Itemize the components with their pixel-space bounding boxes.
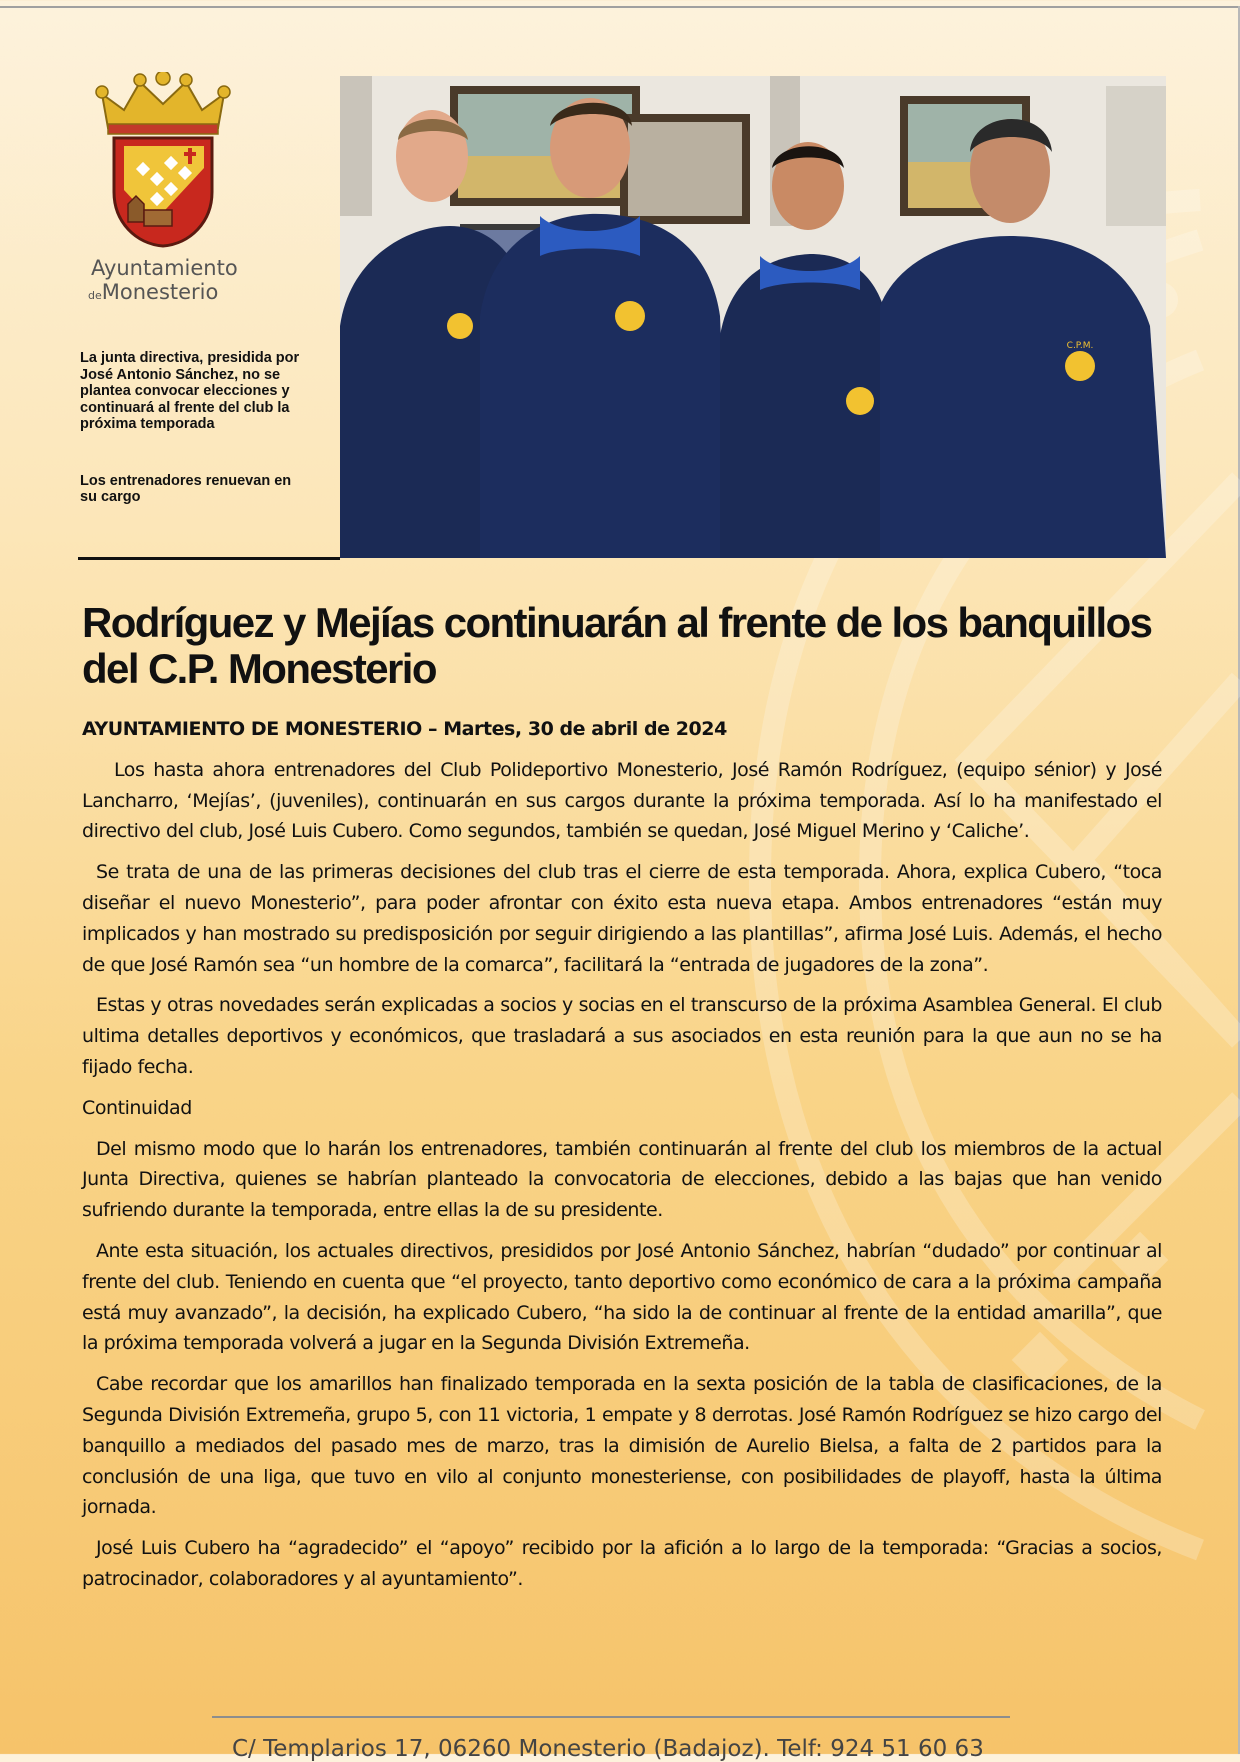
footer-divider [212, 1716, 1010, 1718]
article-body [82, 714, 1162, 1605]
article-paragraph: Del mismo modo que lo harán los entrenadores, también continuarán al frente del club los miembros de la actual Junta Directiva, quienes se habrían planteado la convocatoria de elecciones, debido a las bajas que han venido sufriendo durante la temporada, entre ellas la de su presidente. [82, 1137, 1162, 1222]
coaches-photo-graphic [340, 76, 1166, 558]
coaches-photo [340, 76, 1166, 558]
article-paragraph: José Luis Cubero ha “agradecido” el “apoyo” recibido por la afición a lo largo de la temporada: “Gracias a socios, patrocinador, colaboradores y al ayuntamiento”. [82, 1537, 1162, 1590]
badge-text: C.P.M. [1066, 341, 1094, 351]
sidebar-lead: La junta directiva, presidida por José Antonio Sánchez, no se plantea convocar elecciones y continuará al frente del club la próxima temporada [80, 350, 300, 432]
logo-line1: Ayuntamiento [91, 256, 238, 280]
logo-line2: deMonesterio [88, 280, 219, 304]
article-byline: AYUNTAMIENTO DE MONESTERIO – Martes, 30 de abril de 2024 [82, 718, 727, 740]
sidebar-note: Los entrenadores renuevan en su cargo [80, 472, 292, 505]
article-paragraph: Estas y otras novedades serán explicadas a socios y socias en el transcurso de la próxima Asamblea General. El club ultima detalles deportivos y económicos, que trasladará a sus asociados en esta reunión para la que aun no se ha fijado fecha. [82, 994, 1162, 1078]
coat-of-arms-icon [94, 72, 232, 248]
top-border [0, 6, 1240, 8]
article-subheading: Continuidad [82, 1096, 192, 1119]
municipal-logo [88, 72, 238, 308]
article-headline: Rodríguez y Mejías continuarán al frente de los banquillos del C.P. Monesterio [82, 599, 1152, 692]
logo-wordmark [88, 256, 238, 308]
article-paragraph: Cabe recordar que los amarillos han finalizado temporada en la sexta posición de la tabla de clasificaciones, de la Segunda División Extremeña, grupo 5, con 11 victoria, 1 empate y 8 derrotas. José Ramón Rodríguez se hizo cargo del banquillo a mediados del pasado mes de marzo, tras la dimisión de Aurelio Bielsa, a falta de 2 partidos para la conclusión de una liga, que tuvo en vilo al conjunto monesteriense, con posibilidades de playoff, hasta la última jornada. [82, 1373, 1162, 1519]
article-paragraph: Los hasta ahora entrenadores del Club Polideportivo Monesterio, José Ramón Rodríguez, (equipo sénior) y José Lancharro, ‘Mejías’, (juveniles), continuarán en sus cargos durante la próxima temporada. Así lo ha manifestado el directivo del club, José Luis Cubero. Como segundos, también se quedan, José Miguel Merino y ‘Caliche’. [82, 758, 1162, 843]
footer-address: C/ Templarios 17, 06260 Monesterio (Badajoz). Telf: 924 51 60 63 [232, 1736, 984, 1762]
sidebar-divider [78, 557, 340, 560]
article-paragraph: Ante esta situación, los actuales directivos, presididos por José Antonio Sánchez, habrían “dudado” por continuar al frente del club. Teniendo en cuenta que “el proyecto, tanto deportivo como económico de cara a la próxima campaña está muy avanzado”, la decisión, ha explicado Cubero, “ha sido la de continuar al frente de la entidad amarilla”, que la próxima temporada volverá a jugar en la Segunda División Extremeña. [82, 1239, 1162, 1355]
sidebar-notes [80, 350, 312, 506]
article-paragraph: Se trata de una de las primeras decisiones del club tras el cierre de esta temporada. Ahora, explica Cubero, “toca diseñar el nuevo Monesterio”, para poder afrontar con éxito esta nueva etapa. Ambos entrenadores “están muy implicados y han mostrado su predisposición por seguir dirigiendo a las plantillas”, afirma José Luis. Además, el hecho de que José Ramón sea “un hombre de la comarca”, facilitará la “entrada de jugadores de la zona”. [82, 861, 1162, 976]
